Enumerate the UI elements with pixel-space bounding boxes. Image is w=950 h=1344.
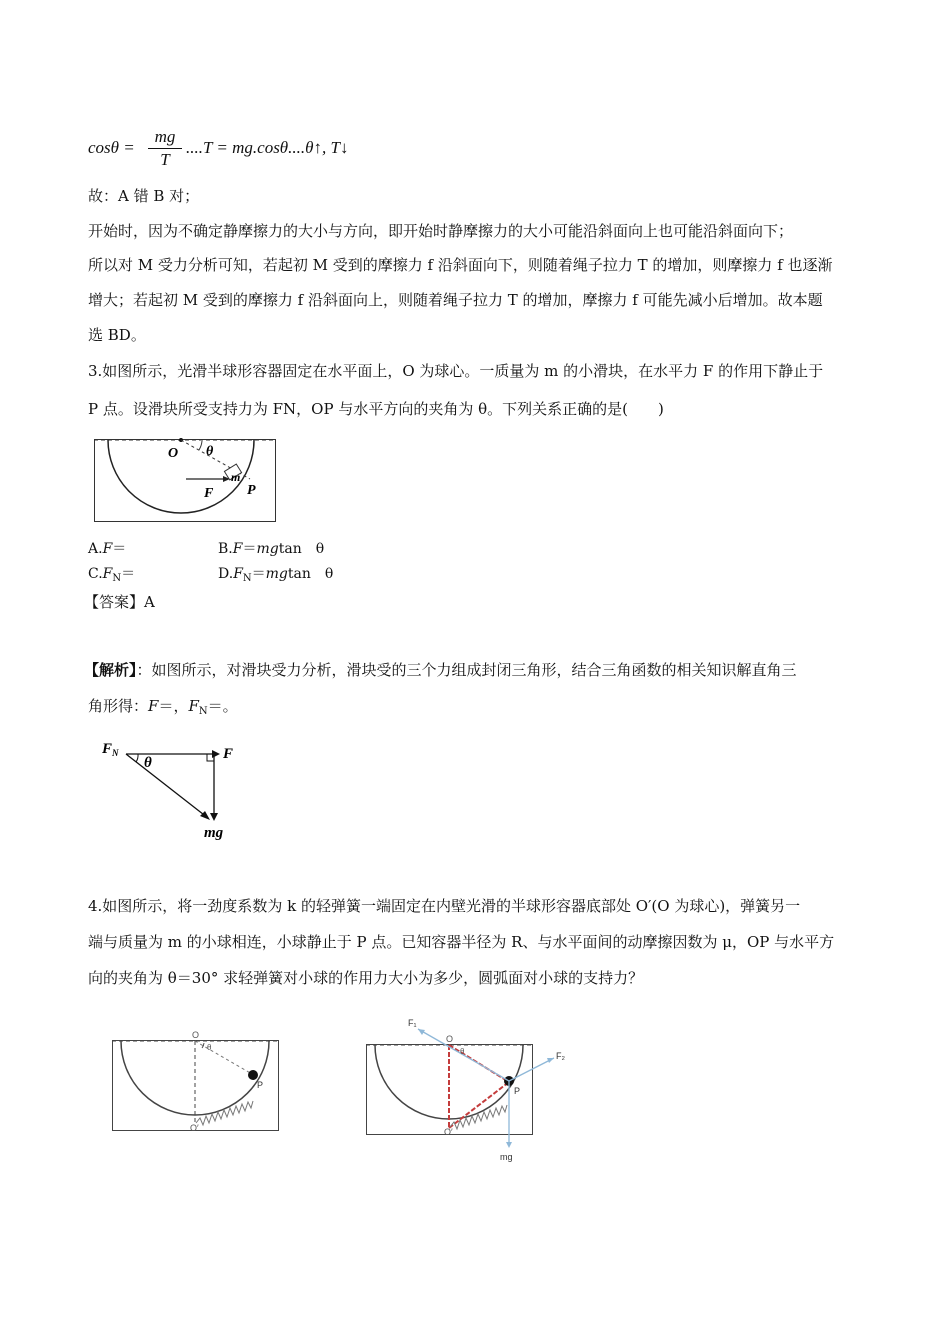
q3-answer: 【答案】A [84,593,155,611]
q4-stem-line: 端与质量为 m 的小球相连，小球静止于 P 点。已知容器半径为 R、与水平面间的动摩擦因数为 μ，OP 与水平方 [88,933,835,951]
triangle-label-mg: mg [204,825,224,841]
q3-force-triangle [100,736,250,846]
formula-numerator: mg [154,127,176,146]
q3-stem-line: P 点。设滑块所受支持力为 FN，OP 与水平方向的夹角为 θ。下列关系正确的是( ) [88,400,664,418]
q3-analysis-line: 角形得：F＝，$F_N=$。 [88,697,238,717]
formula-denominator: T [160,150,170,169]
triangle-label-f: F [223,746,234,762]
option-b[interactable]: B.F＝mgtan θ [218,541,325,557]
q3-label-f: F [204,486,214,501]
formula-lhs: cosθ = [88,138,135,157]
paragraph-conclusion: 故：A 错 B 对； [88,187,200,205]
fig1-label-p: P [257,1080,264,1090]
fig2-label-o-prime: O′ [444,1127,453,1137]
fig1-label-theta: θ [207,1043,212,1052]
option-c[interactable]: $C.F_N=$ [88,566,136,584]
q4-stem-line: 4.如图所示，将一劲度系数为 k 的轻弹簧一端固定在内壁光滑的半球形容器底部处 O′(O 为球心)，弹簧另一 [88,897,801,915]
option-d[interactable]: $D.F_N=mgtan$ θ [218,566,334,584]
q4-stem-line: 向的夹角为 θ＝30° 求轻弹簧对小球的作用力大小为多少，圆弧面对小球的支持力？ [88,969,644,987]
formula-rhs: ....T = mg.cosθ....θ↑, T↓ [186,138,349,157]
q3-label-m: m [231,470,241,484]
q3-label-o: O [168,446,179,461]
fig2-label-f2: F₂ [556,1051,565,1061]
q4-figure-spring [112,1030,280,1134]
fig2-label-o: O [446,1034,454,1044]
paragraph-line: 开始时，因为不确定静摩擦力的大小与方向，即开始时静摩擦力的大小可能沿斜面向上也可能沿斜面向下； [88,222,794,240]
q4-figure-forces [366,1018,572,1164]
paragraph-line: 选 BD。 [88,326,146,344]
q3-label-p: P [247,483,256,498]
option-a[interactable]: A.F＝ [88,541,127,557]
fig1-label-o: O [192,1030,200,1040]
q3-hemisphere-figure [94,439,276,523]
fig2-label-theta: θ [460,1047,465,1056]
paragraph-line: 所以对 M 受力分析可知，若起初 M 受到的摩擦力 f 沿斜面向下，则随着绳子拉力 T 的增加，则摩擦力 f 也逐渐 [88,256,833,274]
q3-label-theta: θ [206,444,214,459]
fig1-label-o-prime: O′ [190,1123,199,1133]
formula-fraction [148,128,182,169]
fig2-label-f1: F₁ [408,1018,417,1028]
q3-analysis-line: 【解析】：如图所示，对滑块受力分析，滑块受的三个力组成封闭三角形，结合三角函数的相关知识解直角三 [84,661,797,679]
q3-stem-line: 3.如图所示，光滑半球形容器固定在水平面上，O 为球心。一质量为 m 的小滑块，在水平力 F 的作用下静止于 [88,362,824,380]
fig2-label-mg: mg [500,1152,513,1162]
fig2-label-p: P [514,1086,521,1096]
triangle-label-fn: $F_N$ [102,741,119,758]
paragraph-line: 增大；若起初 M 受到的摩擦力 f 沿斜面向上，则随着绳子拉力 T 的增加，摩擦力 f 可能先减小后增加。故本题 [88,291,823,309]
triangle-label-theta: θ [144,755,152,771]
